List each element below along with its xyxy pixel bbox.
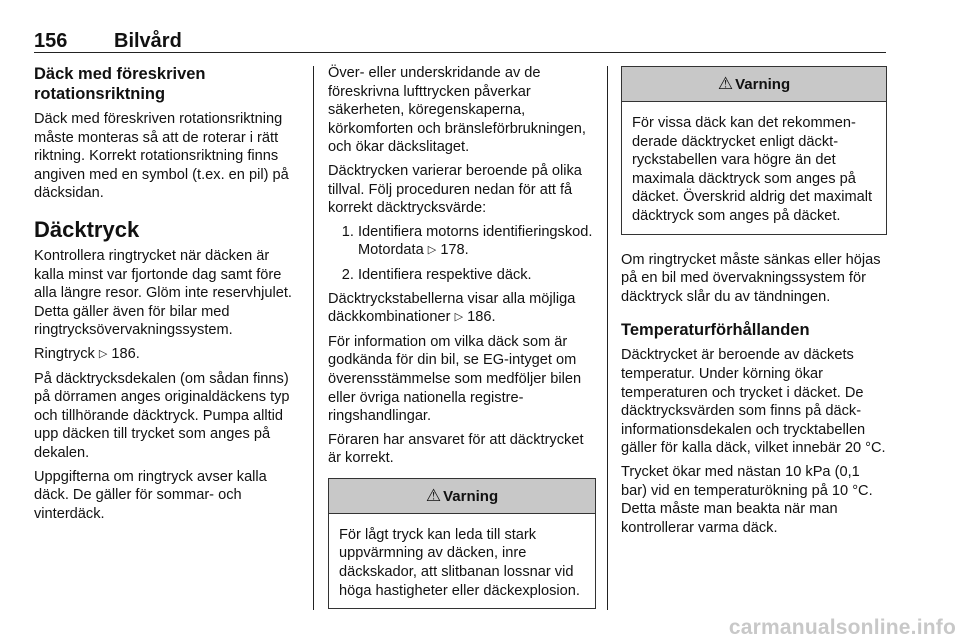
list-item: 1. Identifiera motorns identifieringskod. Motordata ▷ 178. [358,223,596,261]
page-reference[interactable]: 186. [467,309,496,326]
warning-header: ⚠ Varning [622,67,886,102]
paragraph: Däcktrycket är beroende av däckets temperatur. Under körning ökar temperaturen och trycket i däcket. De däcktrycksvärden som finns på däckinformationsdekalen och trycktabellen gäller för kalla däck, vilket innebär 20 °C. [621,347,886,457]
crossref-arrow-icon: ▷ [427,244,437,257]
warning-text: För vissa däck kan det rekommenderade däcktrycket enligt däcktryckstabellen vara högre än det maximala däcktryck som anges på däcket. Överskrid aldrig det maximalt däcktryck som anges på däcket. [632,115,873,224]
paragraph: Däcktrycken varierar beroende på olika tillval. Följ proceduren nedan för att få korrekt däcktrycksvärde: [328,162,582,217]
warning-triangle-icon: ⚠ [425,485,442,505]
warning-body [329,514,595,608]
warning-triangle-icon: ⚠ [717,74,734,93]
column-3 [621,64,887,542]
page-reference[interactable]: 178. [440,242,469,259]
column-1 [34,64,300,528]
paragraph: Trycket ökar med nästan 10 kPa (0,1 bar) vid en temperaturökning på 10 °C. Detta måste man beakta när man kontrollerar varma däck. [621,463,873,536]
warning-body [622,102,886,234]
page-number: 156 [34,30,68,52]
paragraph: Föraren har ansvaret för att däcktrycket är korrekt. [328,431,584,467]
column-2 [328,64,596,617]
crossref-arrow-icon: ▷ [98,347,108,360]
paragraph: För information om vilka däck som är godkända för din bil, se EG-intyget om överensstämmelse som medföljer bilen eller övriga nationella registreringshandlingar. [328,333,582,425]
paragraph: På däcktrycksdekalen (om sådan finns) på dörramen anges originaldäckens typ och tillhörande däcktryck. Pumpa alltid upp däcken till trycket som anges på dekalen. [34,370,290,461]
heading-rotation-direction: Däck med föreskriven rotationsriktning [34,65,206,103]
page-header [34,30,886,52]
procedure-list [328,223,596,285]
chapter-title: Bilvård [114,30,182,52]
paragraph: Ringtryck ▷ 186. [34,345,140,362]
paragraph: Om ringtrycket måste sänkas eller höjas på en bil med övervakningssystem för däcktryck slår du av tändningen. [621,251,881,305]
paragraph: Kontrollera ringtrycket när däcken är kalla minst var fjortonde dag samt före alla längre resor. Glöm inte reservhjulet. Detta gäller även för bilar med ringtrycksövervakningssystem. [34,247,292,339]
warning-box [328,478,596,609]
column-divider [313,66,314,610]
warning-box [621,66,887,235]
paragraph: Uppgifterna om ringtryck avser kalla däck. De gäller för sommar- och vinterdäck. [34,468,267,522]
header-rule [34,52,886,53]
page-reference[interactable]: 186. [111,345,140,362]
heading-temperature: Temperaturförhållanden [621,321,810,340]
paragraph: Däck med föreskriven rotationsriktning måste monteras så att de roterar i rätt riktning. Korrekt rotationsriktning finns angiven med en symbol (t.ex. en pil) på däcksidan. [34,111,289,202]
paragraph: Däcktryckstabellerna visar alla möjliga däckkombinationer ▷ 186. [328,290,576,326]
list-item: 2. Identifiera respektive däck. [358,266,596,285]
crossref-arrow-icon: ▷ [454,311,464,324]
warning-header: ⚠ Varning [329,479,595,514]
heading-tire-pressure: Däcktryck [34,216,140,242]
column-divider [607,66,608,610]
warning-text: För lågt tryck kan leda till stark uppvärmning av däcken, inre däckskador, att slitbanan lossnar vid höga hastigheter eller däckexplosion. [339,526,580,599]
watermark: carmanualsonline.info [728,616,956,639]
paragraph: Över- eller underskridande av de föreskrivna lufttrycken påverkar säkerheten, köregenskaperna, körkomforten och bränsleförbrukningen, och ökar däckslitaget. [328,65,586,156]
